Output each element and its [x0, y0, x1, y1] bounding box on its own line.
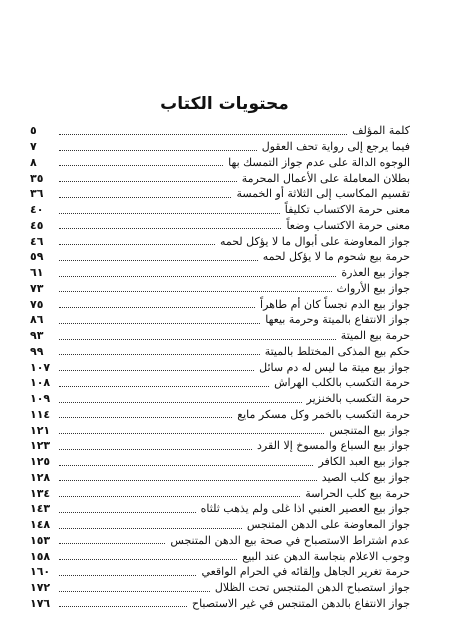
dot-leader [59, 227, 281, 229]
toc-entry [30, 596, 410, 612]
toc-entry [30, 470, 410, 486]
toc-entry-page-number: ٧٣ [30, 281, 44, 295]
toc-entry [30, 580, 410, 596]
toc-entry [30, 170, 410, 186]
dot-leader [59, 401, 302, 403]
toc-entry-title: جواز بيع السباع والمسوخ إلا القرد [257, 439, 410, 453]
toc-entry [30, 438, 410, 454]
toc-entry-title: حرمة بيع الميتة [340, 329, 410, 343]
dot-leader [59, 306, 255, 308]
toc-entry [30, 328, 410, 344]
toc-entry [30, 564, 410, 580]
toc-entry-page-number: ٩٣ [30, 329, 44, 343]
page-title: محتويات الكتاب [160, 94, 289, 114]
toc-entry-title: جواز بيع كلب الصيد [321, 470, 410, 484]
dot-leader [59, 149, 257, 151]
toc-entry [30, 407, 410, 423]
toc-entry-title: جواز بيع الدم نجساً كان أم طاهراً [260, 297, 410, 311]
toc-entry-title: حرمة بيع شحوم ما لا يؤكل لحمه [262, 250, 410, 264]
toc-entry [30, 312, 410, 328]
toc-entry-page-number: ١٢٥ [30, 455, 51, 469]
toc-entry [30, 533, 410, 549]
toc-entry [30, 548, 410, 564]
dot-leader [59, 542, 165, 544]
dot-leader [59, 448, 252, 450]
toc-entry-title: جواز بيع العصير العنبي اذا غلى ولم يذهب ثلثاه [200, 502, 410, 516]
toc-entry [30, 391, 410, 407]
toc-entry-title: معنى حرمة الاكتساب تكليفاً [284, 203, 410, 217]
toc-entry-title: جواز بيع ميتة ما ليس له دم سائل [259, 360, 410, 374]
toc-entry-page-number: ٩٩ [30, 344, 44, 358]
toc-entry-page-number: ٦١ [30, 266, 44, 280]
toc-entry [30, 501, 410, 517]
toc-entry [30, 517, 410, 533]
toc-entry-page-number: ١٤٣ [30, 502, 51, 516]
toc-entry-title: جواز المعاوضة على الدهن المتنجس [246, 518, 410, 532]
toc-entry-title: جواز استصباح الدهن المتنجس تحت الظلال [214, 581, 410, 595]
toc-entry-title: حرمة تغرير الجاهل وإلقائه في الحرام الواقعي [201, 565, 410, 579]
toc-entry-page-number: ١٢١ [30, 423, 51, 437]
toc-entry-page-number: ١٦٠ [30, 565, 51, 579]
toc-entry-title: معنى حرمة الاكتساب وضعاً [286, 218, 410, 232]
dot-leader [59, 196, 231, 198]
toc-entry-title: جواز الانتفاع بالدهن المتنجس في غير الاستصباح [191, 596, 410, 610]
toc-entry [30, 454, 410, 470]
toc-entry-page-number: ٥ [30, 124, 37, 138]
toc-entry-page-number: ٤٦ [30, 234, 44, 248]
toc-entry-page-number: ٥٩ [30, 250, 44, 264]
dot-leader [59, 527, 242, 529]
dot-leader [59, 322, 260, 324]
toc-entry-title: جواز بيع المتنجس [329, 423, 410, 437]
toc-entry [30, 202, 410, 218]
toc-entry-title: الوجوه الدالة على عدم جواز التمسك بها [228, 155, 410, 169]
toc-entry-page-number: ١٧٦ [30, 596, 51, 610]
toc-entry-page-number: ٧ [30, 140, 37, 154]
toc-entry [30, 485, 410, 501]
toc-entry [30, 233, 410, 249]
dot-leader [59, 180, 237, 182]
toc-entry [30, 281, 410, 297]
toc-entry-title: حرمة بيع كلب الحراسة [305, 486, 410, 500]
toc-entry-title: فيما يرجع إلى رواية تحف العقول [261, 140, 410, 154]
dot-leader [59, 133, 347, 135]
dot-leader [59, 479, 317, 481]
toc-entry [30, 296, 410, 312]
toc-entry-title: جواز بيع العذرة [341, 266, 410, 280]
dot-leader [59, 164, 223, 166]
toc-entry-title: كلمة المؤلف [352, 124, 410, 138]
toc-entry-title: حرمة التكسب بالكلب الهراش [274, 376, 410, 390]
dot-leader [59, 275, 336, 277]
toc-entry-page-number: ٤٠ [30, 203, 44, 217]
toc-entry [30, 123, 410, 139]
toc-entry-page-number: ١٢٣ [30, 439, 51, 453]
toc-entry-page-number: ١٥٣ [30, 533, 51, 547]
toc-entry-title: تقسيم المكاسب إلى الثلاثة أو الخمسة [236, 187, 410, 201]
toc-entry-title: جواز الانتفاع بالميتة وحرمة بيعها [265, 313, 410, 327]
toc-entry [30, 265, 410, 281]
dot-leader [59, 558, 237, 560]
toc-entry [30, 359, 410, 375]
toc-entry-title: بطلان المعاملة على الأعمال المحرمة [241, 171, 410, 185]
dot-leader [59, 338, 336, 340]
dot-leader [59, 290, 332, 292]
dot-leader [59, 212, 280, 214]
toc-entry-page-number: ٧٥ [30, 297, 44, 311]
toc-entry [30, 422, 410, 438]
toc-entry-page-number: ٣٥ [30, 171, 44, 185]
dot-leader [59, 432, 324, 434]
toc-entry-title: جواز بيع العبد الكافر [318, 455, 410, 469]
dot-leader [59, 243, 215, 245]
toc-entry-page-number: ١٤٨ [30, 518, 51, 532]
toc-entry-page-number: ٨ [30, 155, 37, 169]
dot-leader [59, 385, 269, 387]
toc-entry-page-number: ٤٥ [30, 218, 44, 232]
dot-leader [59, 574, 196, 576]
toc-entry-title: حكم بيع المذكى المختلط بالميتة [264, 344, 410, 358]
toc-entry [30, 155, 410, 171]
dot-leader [59, 495, 300, 497]
dot-leader [59, 511, 196, 513]
toc-entry [30, 139, 410, 155]
toc-entry-page-number: ٨٦ [30, 313, 44, 327]
toc-entry-page-number: ١٠٨ [30, 376, 51, 390]
dot-leader [59, 353, 260, 355]
toc-entry [30, 186, 410, 202]
toc-entry-page-number: ١٠٧ [30, 360, 51, 374]
toc-entry [30, 249, 410, 265]
toc-entry [30, 218, 410, 234]
dot-leader [59, 605, 187, 607]
toc-entry-title: جواز المعاوضة على أبوال ما لا يؤكل لحمه [219, 234, 410, 248]
dot-leader [59, 259, 258, 261]
toc-entry-page-number: ١٠٩ [30, 392, 51, 406]
dot-leader [59, 590, 210, 592]
toc-entry-title: عدم اشتراط الاستصباح في صحة بيع الدهن المتنجس [170, 533, 410, 547]
toc-entry-page-number: ١٧٢ [30, 581, 51, 595]
toc-entry [30, 375, 410, 391]
dot-leader [59, 416, 232, 418]
toc-entry-page-number: ١١٤ [30, 407, 51, 421]
toc-entry-title: وجوب الاعلام بنجاسة الدهن عند البيع [242, 549, 410, 563]
toc-entry-title: جواز بيع الأرواث [336, 281, 410, 295]
toc-entry-page-number: ١٥٨ [30, 549, 51, 563]
toc-entry [30, 344, 410, 360]
dot-leader [59, 464, 313, 466]
toc-entry-title: حرمة التكسب بالخنزير [306, 392, 410, 406]
toc-entry-page-number: ٣٦ [30, 187, 44, 201]
toc-entry-page-number: ١٣٤ [30, 486, 51, 500]
dot-leader [59, 369, 254, 371]
toc-entry-title: حرمة التكسب بالخمر وكل مسكر مايع [237, 407, 410, 421]
table-of-contents [30, 123, 410, 611]
toc-entry-page-number: ١٢٨ [30, 470, 51, 484]
